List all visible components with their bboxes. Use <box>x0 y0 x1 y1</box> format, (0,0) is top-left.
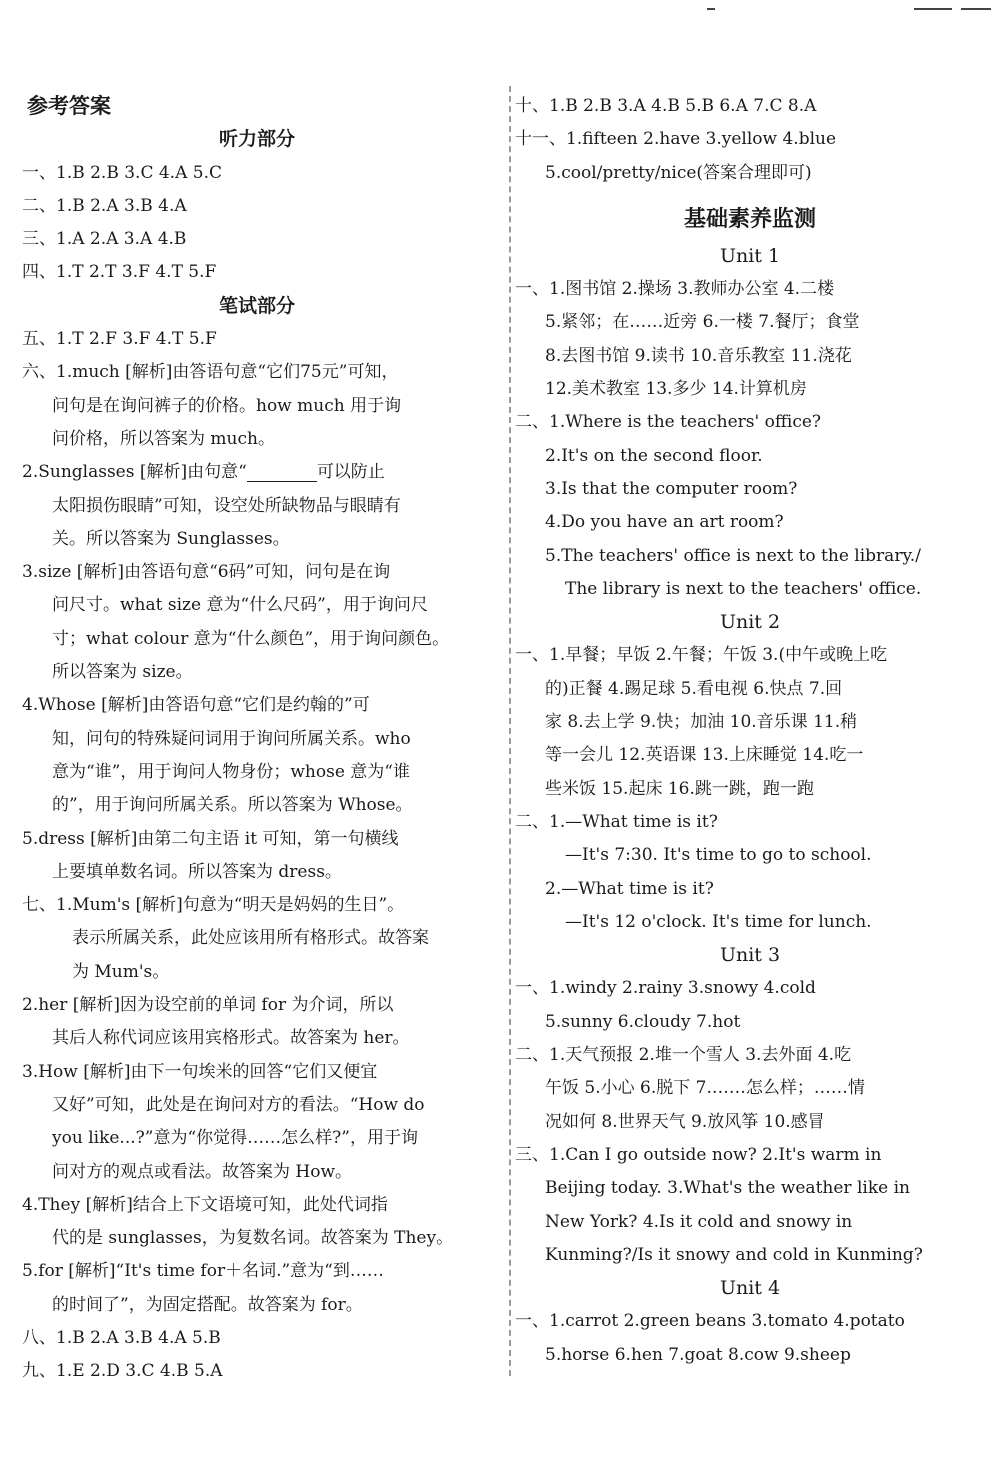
unit-heading: Unit 2 <box>719 611 781 634</box>
answer-line: 十、1.B 2.B 3.A 4.B 5.B 6.A 7.C 8.A <box>515 96 817 116</box>
answer-line: 4.They [解析]结合上下文语境可知，此处代词指 <box>22 1194 388 1215</box>
answer-line: 4.Whose [解析]由答语句意“它们是约翰的”可 <box>22 695 370 716</box>
answer-line: 四、1.T 2.T 3.F 4.T 5.F <box>22 262 217 283</box>
right-column <box>515 90 985 1372</box>
answer-line: 八、1.B 2.A 3.B 4.A 5.B <box>22 1327 221 1348</box>
answer-line: 3.How [解析]由下一句埃米的回答“它们又便宜 <box>22 1061 378 1082</box>
answer-line: 午饭 5.小心 6.脱下 7.……怎么样；……情 <box>545 1078 865 1099</box>
answer-line: 寸；what colour 意为“什么颜色”，用于询问颜色。 <box>52 628 450 649</box>
left-column <box>22 90 492 1389</box>
answer-line: 的时间了”，为固定搭配。故答案为 for。 <box>52 1294 363 1315</box>
answer-line: 5.cool/pretty/nice(答案合理即可) <box>545 162 812 183</box>
answer-line: 问对方的观点或看法。故答案为 How。 <box>52 1161 353 1182</box>
answer-line: 一、1.carrot 2.green beans 3.tomato 4.potato <box>515 1311 905 1332</box>
answer-line: 问尺寸。what size 意为“什么尺码”，用于询问尺 <box>52 595 428 616</box>
answer-line: 上要填单数名词。所以答案为 dress。 <box>52 861 342 882</box>
answer-line: —It's 7:30. It's time to go to school. <box>565 845 872 866</box>
answer-line: 家 8.去上学 9.快；加油 10.音乐课 11.稍 <box>545 712 858 733</box>
answer-line: 为 Mum's。 <box>72 961 170 982</box>
answer-line: The library is next to the teachers' office. <box>565 578 922 599</box>
answer-line: 问句是在询问裤子的价格。how much 用于询 <box>52 395 402 416</box>
answer-line: 二、1.Where is the teachers' office? <box>515 412 822 433</box>
answer-line: 表示所属关系，此处应该用所有格形式。故答案 <box>72 928 429 949</box>
answer-line: 七、1.Mum's [解析]句意为“明天是妈妈的生日”。 <box>22 895 405 916</box>
section-heading: 基础素养监测 <box>683 206 816 232</box>
answer-line: 所以答案为 size。 <box>52 662 193 683</box>
answer-line: 意为“谁”，用于询问人物身份；whose 意为“谁 <box>52 761 410 782</box>
answer-line: 一、1.B 2.B 3.C 4.A 5.C <box>22 162 222 183</box>
answer-line: 3.Is that the computer room? <box>545 478 798 499</box>
answer-line: 其后人称代词应该用宾格形式。故答案为 her。 <box>52 1028 410 1049</box>
answer-line: 3.size [解析]由答语句意“6码”可知，问句是在询 <box>22 562 391 583</box>
page-title: 参考答案 <box>27 94 111 118</box>
answer-line: 些米饭 15.起床 16.跳一跳，跑一跑 <box>545 778 814 799</box>
answer-line: 2.—What time is it? <box>545 878 714 899</box>
answer-line: 二、1.B 2.A 3.B 4.A <box>22 195 187 216</box>
unit-heading: Unit 3 <box>719 944 781 967</box>
answer-line: 5.紧邻；在……近旁 6.一楼 7.餐厅；食堂 <box>545 312 860 333</box>
answer-line: you like...?”意为“你觉得……怎么样?”，用于询 <box>52 1128 418 1149</box>
writing-heading: 笔试部分 <box>218 294 295 317</box>
answer-line: 三、1.Can I go outside now? 2.It's warm in <box>515 1144 882 1165</box>
answer-line: 5.The teachers' office is next to the library./ <box>545 545 921 566</box>
answer-line: 8.去图书馆 9.读书 10.音乐教室 11.浇花 <box>545 345 852 366</box>
answer-line: 5.sunny 6.cloudy 7.hot <box>545 1011 741 1032</box>
unit-heading: Unit 4 <box>719 1277 781 1300</box>
answer-line: 二、1.天气预报 2.堆一个雪人 3.去外面 4.吃 <box>515 1045 852 1066</box>
answer-line: 5.dress [解析]由第二句主语 it 可知，第一句横线 <box>22 828 399 849</box>
answer-line: 2.her [解析]因为设空前的单词 for 为介词，所以 <box>22 995 394 1016</box>
answer-line: 的)正餐 4.踢足球 5.看电视 6.快点 7.回 <box>545 678 843 699</box>
answer-line: Beijing today. 3.What's the weather like in <box>545 1178 910 1199</box>
answer-line: 2.Sunglasses [解析]由句意“ 可以防止 <box>22 462 385 483</box>
answer-line: 等一会儿 12.英语课 13.上床睡觉 14.吃一 <box>545 745 864 766</box>
unit-heading: Unit 1 <box>719 244 781 267</box>
answer-line: —It's 12 o'clock. It's time for lunch. <box>565 911 872 932</box>
listening-heading: 听力部分 <box>218 128 295 151</box>
answer-line: 一、1.图书馆 2.操场 3.教师办公室 4.二楼 <box>515 279 835 300</box>
answer-line: 5.for [解析]“It's time for＋名词.”意为“到…… <box>22 1261 384 1282</box>
top-marks <box>699 8 999 12</box>
answer-line: 12.美术教室 13.多少 14.计算机房 <box>545 379 807 400</box>
answer-line: New York? 4.Is it cold and snowy in <box>545 1211 853 1232</box>
blank-line <box>247 463 317 482</box>
answer-line: 2.It's on the second floor. <box>545 445 763 466</box>
answer-line: 十一、1.fifteen 2.have 3.yellow 4.blue <box>515 129 837 150</box>
answer-line: 五、1.T 2.F 3.F 4.T 5.F <box>22 329 217 350</box>
answer-line: 知，问句的特殊疑问词用于询问所属关系。who <box>52 728 411 749</box>
answer-line: 代的是 sunglasses，为复数名词。故答案为 They。 <box>52 1228 454 1249</box>
answer-line: 关。所以答案为 Sunglasses。 <box>52 528 290 549</box>
answer-line: 的”，用于询问所属关系。所以答案为 Whose。 <box>52 795 413 816</box>
answer-line: 一、1.windy 2.rainy 3.snowy 4.cold <box>515 978 816 999</box>
answer-line: 六、1.much [解析]由答语句意“它们75元”可知， <box>22 362 399 383</box>
answer-line: 4.Do you have an art room? <box>545 512 784 533</box>
answer-line: 一、1.早餐；早饭 2.午餐；午饭 3.(中午或晚上吃 <box>515 645 888 666</box>
answer-line: 况如何 8.世界天气 9.放风筝 10.感冒 <box>545 1111 825 1132</box>
answer-line: Kunming?/Is it snowy and cold in Kunming? <box>545 1244 923 1265</box>
answer-line: 又好”可知，此处是在询问对方的看法。“How do <box>52 1094 425 1115</box>
answer-line: 5.horse 6.hen 7.goat 8.cow 9.sheep <box>545 1344 851 1365</box>
answer-line: 二、1.—What time is it? <box>515 811 718 832</box>
answer-line: 问价格，所以答案为 much。 <box>52 428 275 449</box>
answer-line: 三、1.A 2.A 3.A 4.B <box>22 229 187 250</box>
answer-line: 九、1.E 2.D 3.C 4.B 5.A <box>22 1361 223 1382</box>
column-divider <box>509 86 511 1376</box>
answer-line: 太阳损伤眼睛”可知，设空处所缺物品与眼睛有 <box>52 495 401 516</box>
